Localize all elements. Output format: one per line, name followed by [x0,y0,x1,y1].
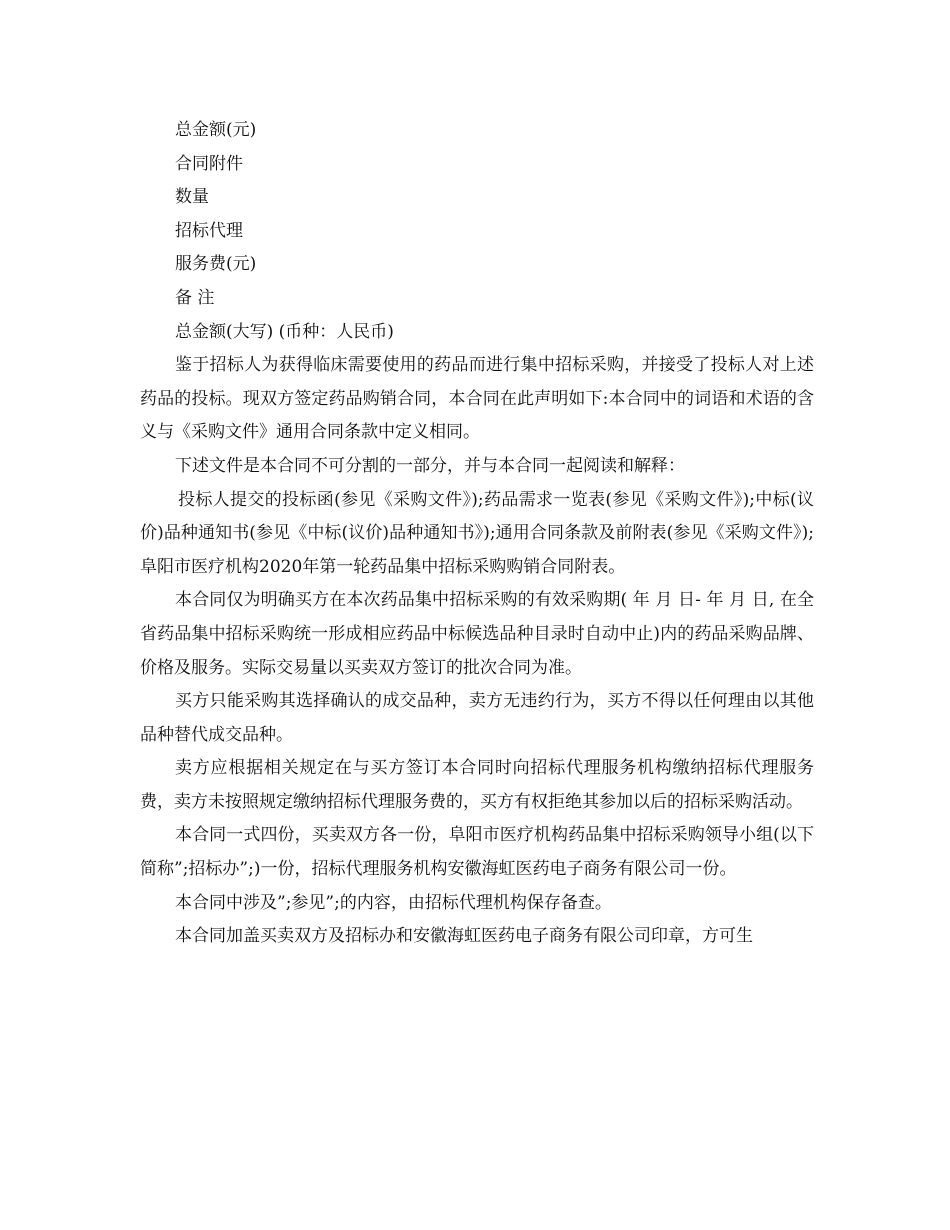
paragraph-service-fee: 卖方应根据相关规定在与买方签订本合同时向招标代理服务机构缴纳招标代理服务费，卖方未按照规定缴纳招标代理服务费的，买方有权拒绝其参加以后的招标采购活动。 [140,758,814,812]
paragraph-procurement-period: 本合同仅为明确买方在本次药品集中招标采购的有效采购期( 年 月 日- 年 月 日, 在全省药品集中招标采购统一形成相应药品中标候选品种目录时自动中止)内的药品采购品牌、价格及服务。实际交易量以买卖双方签订的批次合同为准。 [140,590,814,678]
paragraph-buyer-obligation: 买方只能采购其选择确认的成交品种，卖方无违约行为，买方不得以任何理由以其他品种替代成交品种。 [140,691,814,745]
paragraph-effectiveness: 本合同加盖买卖双方及招标办和安徽海虹医药电子商务有限公司印章，方可生 [175,926,753,947]
paragraph-documents-list: 投标人提交的投标函(参见《采购文件》);药品需求一览表(参见《采购文件》);中标(议价)品种通知书(参见《中标(议价)品种通知书》);通用合同条款及前附表(参见《采购文件》); 阜阳市医疗机构2020年第一轮药品集中招标采购购销合同附表。 [140,489,814,577]
field-label-bidding-agency: 招标代理 [175,220,243,241]
paragraph-references: 本合同中涉及”;参见”;的内容，由招标代理机构保存备查。 [175,892,612,913]
field-label-remarks: 备 注 [175,287,215,308]
field-label-service-fee: 服务费(元) [175,254,257,275]
field-label-total-amount-words: 总金额(大写) (币种：人民币) [175,321,394,342]
field-label-contract-attachment: 合同附件 [175,153,243,174]
paragraph-preamble: 鉴于招标人为获得临床需要使用的药品而进行集中招标采购，并接受了投标人对上述药品的投标。现双方签定药品购销合同，本合同在此声明如下:本合同中的词语和术语的含义与《采购文件》通用合同条款中定义相同。 [140,355,814,443]
document-body [140,114,814,954]
paragraph-documents-intro: 下述文件是本合同不可分割的一部分，并与本合同一起阅读和解释： [175,455,685,476]
field-label-total-amount: 总金额(元) [175,120,257,140]
field-label-quantity: 数量 [175,187,209,208]
paragraph-copies: 本合同一式四份，买卖双方各一份，阜阳市医疗机构药品集中招标采购领导小组(以下简称”;招标办”;)一份，招标代理服务机构安徽海虹医药电子商务有限公司一份。 [140,825,814,880]
